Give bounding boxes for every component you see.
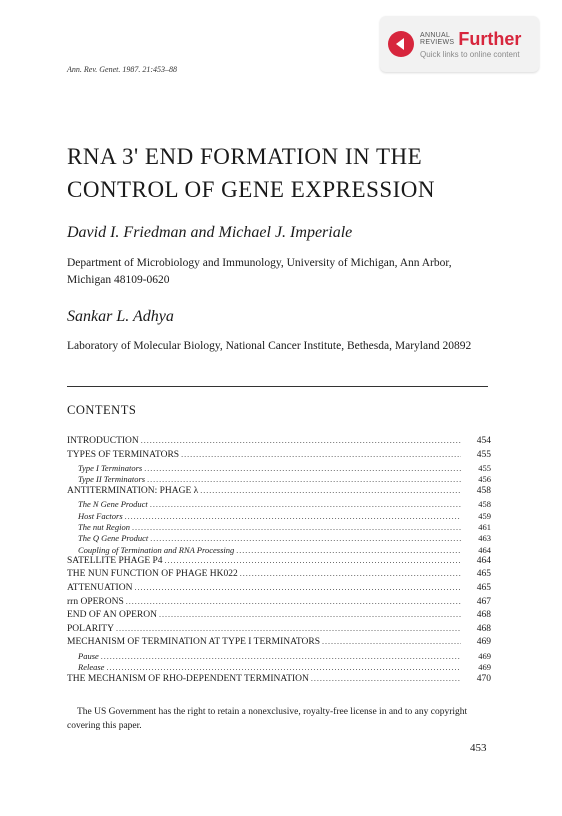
toc-leader-dots (181, 450, 461, 459)
further-banner[interactable] (380, 16, 539, 72)
toc-entry-title: Release (78, 662, 105, 673)
toc-entry-title: ANTITERMINATION: PHAGE λ (67, 485, 199, 496)
toc-entry (67, 556, 491, 570)
toc-entry (67, 610, 491, 624)
journal-citation: Ann. Rev. Genet. 1987. 21:453–88 (67, 65, 178, 74)
toc-entry-title: Host Factors (78, 510, 123, 521)
toc-leader-dots (159, 610, 461, 619)
toc-entry-title: Type I Terminators (78, 463, 143, 474)
toc-leader-dots (322, 637, 461, 646)
toc-entry-title: Coupling of Termination and RNA Processing (78, 544, 235, 555)
toc-subentry (67, 511, 491, 522)
toc-entry (67, 569, 491, 583)
toc-leader-dots (240, 569, 461, 578)
toc-leader-dots (144, 464, 461, 473)
toc-entry-title: THE NUN FUNCTION OF PHAGE HK022 (67, 569, 238, 580)
toc-subentry (67, 662, 491, 673)
banner-text (420, 29, 521, 59)
toc-subentry (67, 522, 491, 533)
toc-entry-page: 464 (476, 555, 491, 566)
author-secondary: Sankar L. Adhya (67, 308, 174, 325)
toc-leader-dots (106, 663, 461, 672)
toc-entry-page: 469 (476, 637, 491, 648)
toc-entry (67, 637, 491, 651)
toc-entry-title: TYPES OF TERMINATORS (67, 449, 180, 460)
toc-leader-dots (150, 534, 461, 543)
toc-entry-page: 458 (478, 499, 491, 510)
toc-entry-title: THE MECHANISM OF RHO-DEPENDENT TERMINATION (67, 673, 309, 684)
article-title: RNA 3' END FORMATION IN THE CONTROL OF GENE EXPRESSION (67, 144, 436, 202)
toc-leader-dots (147, 475, 461, 484)
toc-leader-dots (126, 597, 461, 606)
toc-entry (67, 583, 491, 597)
toc-entry-page: 455 (478, 463, 491, 474)
toc-entry-title: The nut Region (78, 521, 130, 532)
toc-leader-dots (101, 652, 461, 661)
toc-entry (67, 486, 491, 500)
toc-entry-page: 469 (478, 651, 491, 662)
toc-entry-page: 455 (476, 449, 491, 460)
toc-entry (67, 624, 491, 638)
toc-entry-title: POLARITY (67, 623, 114, 634)
brand-line2: REVIEWS (420, 39, 455, 46)
toc-leader-dots (150, 500, 461, 509)
toc-subentry (67, 533, 491, 544)
toc-entry-page: 468 (476, 610, 491, 621)
toc-leader-dots (125, 512, 461, 521)
toc-entry-page: 461 (478, 521, 491, 532)
toc-leader-dots (200, 486, 461, 495)
toc-entry-title: MECHANISM OF TERMINATION AT TYPE I TERMINATORS (67, 637, 321, 648)
affiliation-primary: Department of Microbiology and Immunology, University of Michigan, Ann Arbor, Michigan 48109-0620 (67, 257, 452, 286)
toc-entry-page: 459 (478, 510, 491, 521)
toc-entry-page: 467 (476, 596, 491, 607)
toc-entry-page: 465 (476, 569, 491, 580)
toc-entry-page: 468 (476, 623, 491, 634)
toc-entry-title: INTRODUCTION (67, 436, 139, 446)
toc-leader-dots (165, 556, 461, 565)
toc-leader-dots (141, 436, 461, 445)
further-label: Further (458, 29, 522, 49)
play-back-icon (388, 31, 414, 57)
toc-entry-title: Pause (78, 651, 99, 662)
toc-entry-page: 463 (478, 533, 491, 544)
toc-subentry (67, 499, 491, 510)
authors-primary: David I. Friedman and Michael J. Imperiale (67, 224, 353, 241)
toc-leader-dots (134, 583, 461, 592)
section-divider (67, 386, 488, 387)
toc-subentry (67, 463, 491, 474)
toc-entry-title: SATELLITE PHAGE P4 (67, 555, 163, 566)
page-number: 453 (470, 742, 487, 754)
toc-entry-page: 470 (476, 673, 491, 684)
toc-entry (67, 450, 491, 464)
toc-entry-page: 456 (478, 474, 491, 485)
toc-entry (67, 674, 491, 688)
toc-entry-title: rrn OPERONS (67, 596, 124, 607)
toc-subentry (67, 545, 491, 556)
copyright-footnote: The US Government has the right to retain a nonexclusive, royalty-free license in and to any copyright covering this paper. (67, 707, 468, 731)
toc-subentry (67, 651, 491, 662)
toc-entry (67, 436, 491, 450)
toc-subentry (67, 474, 491, 485)
toc-entry (67, 597, 491, 611)
annual-reviews-wordmark (420, 32, 454, 46)
affiliation-secondary: Laboratory of Molecular Biology, National Cancer Institute, Bethesda, Maryland 20892 (67, 340, 472, 352)
toc-entry-title: ATTENUATION (67, 583, 133, 594)
table-of-contents (67, 436, 491, 687)
toc-entry-page: 465 (476, 583, 491, 594)
contents-heading: CONTENTS (67, 403, 137, 417)
toc-entry-title: The N Gene Product (78, 499, 148, 510)
toc-entry-title: END OF AN OPERON (67, 610, 157, 621)
toc-leader-dots (236, 546, 461, 555)
quick-links-label: Quick links to online content (420, 50, 520, 59)
toc-entry-title: Type II Terminators (78, 474, 146, 485)
toc-entry-page: 458 (476, 485, 491, 496)
brand-line1: ANNUAL (420, 32, 451, 39)
toc-leader-dots (311, 674, 461, 683)
toc-leader-dots (116, 624, 461, 633)
toc-entry-page: 464 (478, 544, 491, 555)
toc-leader-dots (132, 523, 461, 532)
toc-entry-page: 469 (478, 662, 491, 673)
toc-entry-page: 454 (476, 436, 491, 446)
toc-entry-title: The Q Gene Product (78, 533, 149, 544)
